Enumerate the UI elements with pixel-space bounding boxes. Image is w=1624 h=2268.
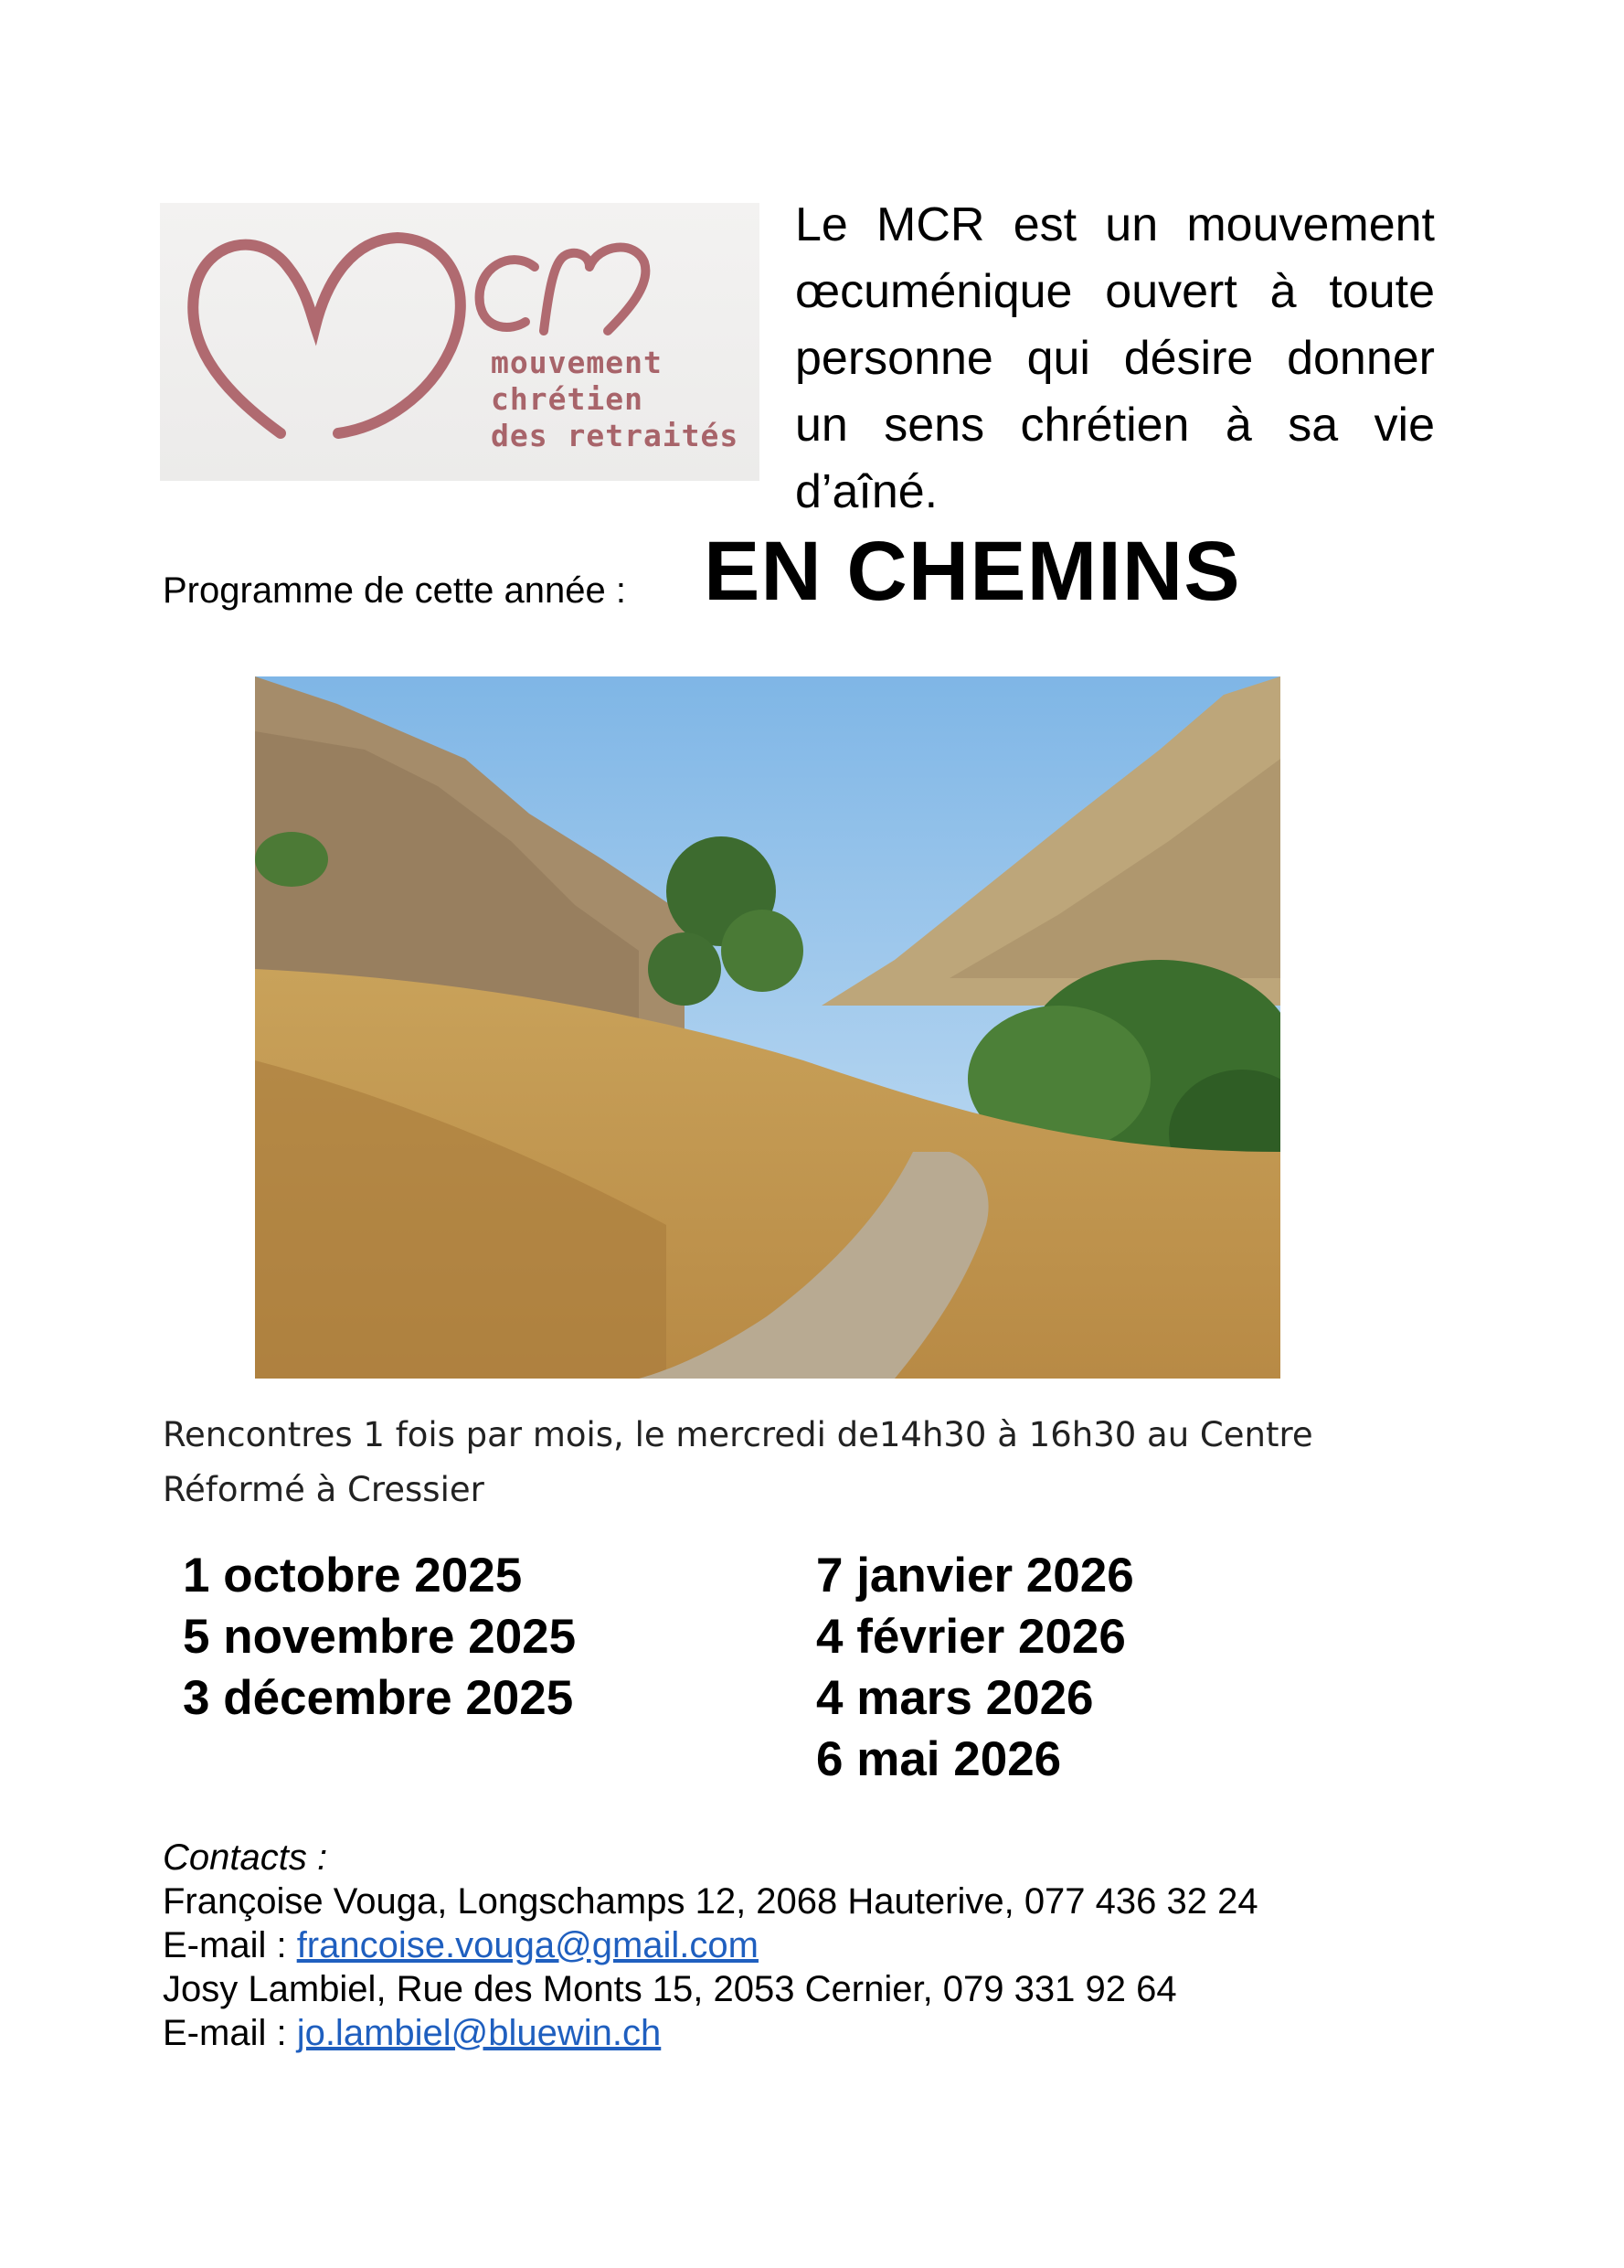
logo-line-3: des retraités [491, 418, 739, 453]
date-item: 7 janvier 2026 [816, 1549, 1134, 1603]
programme-label: Programme de cette année : [163, 570, 626, 611]
contact-email-row-1 [163, 1923, 1258, 1967]
contact-email-row-2 [163, 2011, 1258, 2055]
programme-title: EN CHEMINS [704, 525, 1241, 618]
email-label: E-mail : [163, 2013, 297, 2053]
date-item: 5 novembre 2025 [183, 1610, 577, 1664]
contact-person-2: Josy Lambiel, Rue des Monts 15, 2053 Cernier, 079 331 92 64 [163, 1969, 1177, 2009]
date-item: 4 février 2026 [816, 1610, 1126, 1664]
logo-line-1: mouvement [491, 345, 663, 380]
intro-text: Le MCR est un mouvement œcuménique ouvert à toute personne qui désire donner un sens chrétien à sa vie d’aîné. [795, 198, 1435, 518]
contacts-section [163, 1836, 1258, 2055]
dates-right-column [816, 1545, 1134, 1790]
meetings-line-1: Rencontres 1 fois par mois, le mercredi de14h30 à 16h30 au Centre [163, 1415, 1313, 1454]
meetings-line-2: Réformé à Cressier [163, 1470, 484, 1509]
logo-line-2: chrétien [491, 381, 643, 417]
date-item: 3 décembre 2025 [183, 1671, 574, 1725]
mcr-logo [160, 203, 759, 481]
contacts-heading: Contacts : [163, 1837, 328, 1878]
date-item: 4 mars 2026 [816, 1671, 1094, 1725]
mountain-path-photo [255, 676, 1280, 1379]
email-label: E-mail : [163, 1925, 297, 1965]
contact-person-1: Françoise Vouga, Longschamps 12, 2068 Hauterive, 077 436 32 24 [163, 1881, 1258, 1922]
dates-left-column [183, 1545, 576, 1729]
email-link-2[interactable]: jo.lambiel@bluewin.ch [296, 2013, 662, 2053]
meetings-info [163, 1408, 1442, 1517]
date-item: 1 octobre 2025 [183, 1549, 523, 1603]
email-link-1[interactable]: francoise.vouga@gmail.com [296, 1925, 759, 1965]
date-item: 6 mai 2026 [816, 1732, 1062, 1786]
